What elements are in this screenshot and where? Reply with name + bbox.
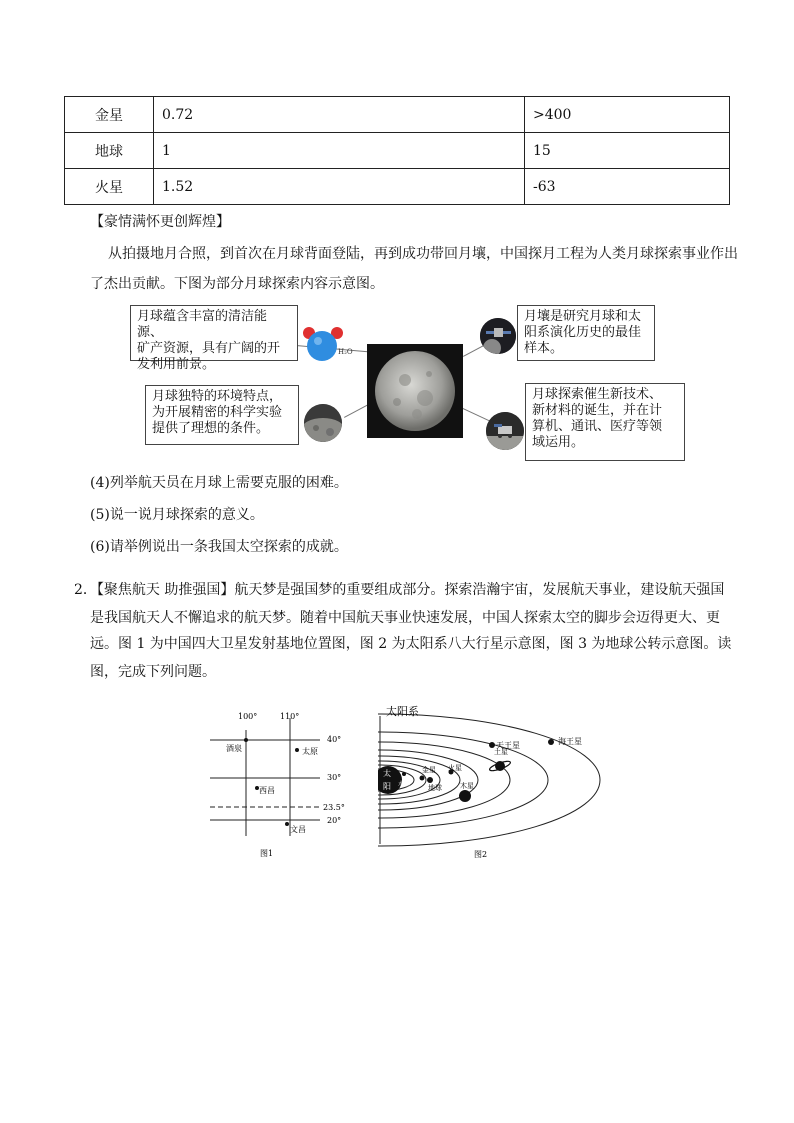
mars-label: 火星: [448, 764, 462, 772]
box-text: 月壤是研究月球和太: [524, 309, 642, 324]
rover-photo: [486, 412, 524, 450]
table-cell: 1: [154, 133, 525, 169]
jiuquan-label: 酒泉: [226, 744, 242, 753]
box-text: 提供了理想的条件。: [152, 421, 270, 436]
box-text: 阳系演化历史的最佳: [524, 325, 642, 340]
neptune-label: 海王星: [558, 737, 582, 746]
box-text: 矿产资源，具有广阔的开: [137, 341, 281, 356]
info-box-energy: [130, 305, 298, 372]
problem2-line: 图，完成下列问题。: [90, 664, 216, 680]
box-text: 为开展精密的科学实验: [152, 405, 283, 420]
xichang-label: 西昌: [259, 786, 275, 795]
lander-photo: [480, 318, 516, 354]
table-cell: 金星: [65, 97, 154, 133]
jupiter-label: 木星: [460, 782, 474, 790]
box-text: 算机、通讯、医疗等领: [532, 419, 663, 434]
table-cell: 地球: [65, 133, 154, 169]
table-cell: -63: [525, 169, 730, 205]
table-row: [65, 133, 730, 169]
neptune-dot: [548, 739, 554, 745]
lat-40-label: 40°: [327, 735, 342, 744]
sun-label: 太: [383, 769, 391, 778]
earth-dot: [427, 777, 433, 783]
box-text: 域运用。: [532, 435, 585, 450]
figure-2-solar-system: [378, 702, 610, 866]
figure-1-caption: 图1: [260, 849, 274, 858]
water-molecule: [300, 322, 360, 368]
table-row: [65, 169, 730, 205]
wenchang-label: 文昌: [290, 825, 306, 834]
water-molecule-icon: [300, 322, 360, 368]
table-cell: 15: [525, 133, 730, 169]
spacecraft-icon: [480, 318, 516, 354]
lat-23-5-label: 23.5°: [323, 803, 345, 812]
table-cell: 1.52: [154, 169, 525, 205]
info-box-technology: [525, 383, 685, 461]
problem2-line: 是我国航天人不懈追求的航天梦。随着中国航天事业快速发展，中国人探索太空的脚步会迈得更大、更: [90, 610, 720, 626]
lunar-surface-icon: [304, 404, 342, 442]
solar-system-title: 太阳系: [386, 705, 419, 718]
moon-icon: [367, 344, 463, 438]
table-cell: >400: [525, 97, 730, 133]
connector-line: [344, 405, 367, 418]
uranus-label: 天王星: [496, 741, 520, 750]
planet-table: [64, 96, 730, 205]
table-cell: 0.72: [154, 97, 525, 133]
box-text: 月球独特的环境特点，: [152, 389, 283, 404]
box-text: 样本。: [524, 341, 564, 356]
info-box-soil: [517, 305, 655, 361]
sun-label: 阳: [383, 782, 391, 791]
mercury-label: 水星: [398, 781, 411, 788]
box-text: 月球蕴含丰富的清洁能源、: [137, 309, 268, 340]
figure-2-caption: 图2: [474, 850, 488, 859]
venus-label: 金星: [422, 766, 436, 774]
mercury-dot: [402, 772, 406, 776]
table-cell: 火星: [65, 169, 154, 205]
box-text: 月球探索催生新技术、: [532, 387, 663, 402]
moon-image: [367, 344, 463, 438]
lat-30-label: 30°: [327, 773, 342, 782]
box-text: 发利用前景。: [137, 357, 216, 372]
paragraph-line: 从拍摄地月合照，到首次在月球背面登陆，再到成功带回月壤，中国探月工程为人类月球探索事业作出: [108, 246, 738, 262]
lon-100-label: 100°: [238, 712, 258, 721]
surface-photo: [304, 404, 342, 442]
question-6: (6)请举例说出一条我国太空探索的成就。: [90, 539, 348, 555]
paragraph-line: 了杰出贡献。下图为部分月球探索内容示意图。: [90, 276, 384, 292]
figure-1-map: [210, 706, 360, 866]
taiyuan-label: 太原: [302, 747, 318, 756]
problem2-line: 远。图 1 为中国四大卫星发射基地位置图，图 2 为太阳系八大行星示意图，图 3 为地球公转示意图。读: [90, 636, 732, 652]
h2o-label: H₂O: [338, 348, 353, 356]
jupiter-dot: [459, 790, 471, 802]
problem2-line: 2．【聚焦航天 助推强国】航天梦是强国梦的重要组成部分。探索浩瀚宇宙，发展航天事业，建设航天强国: [74, 582, 725, 598]
table-row: [65, 97, 730, 133]
rover-icon: [486, 412, 524, 450]
question-5: (5)说一说月球探索的意义。: [90, 507, 264, 523]
box-text: 新材料的诞生，并在计: [532, 403, 663, 418]
info-box-environment: [145, 385, 299, 445]
question-4: (4)列举航天员在月球上需要克服的困难。: [90, 475, 348, 491]
lon-110-label: 110°: [280, 712, 300, 721]
earth-label: 地球: [428, 784, 442, 792]
section-heading: 【豪情满怀更创辉煌】: [90, 214, 230, 230]
lat-20-label: 20°: [327, 816, 342, 825]
saturn-label: 土星: [494, 748, 508, 756]
venus-dot: [420, 776, 425, 781]
